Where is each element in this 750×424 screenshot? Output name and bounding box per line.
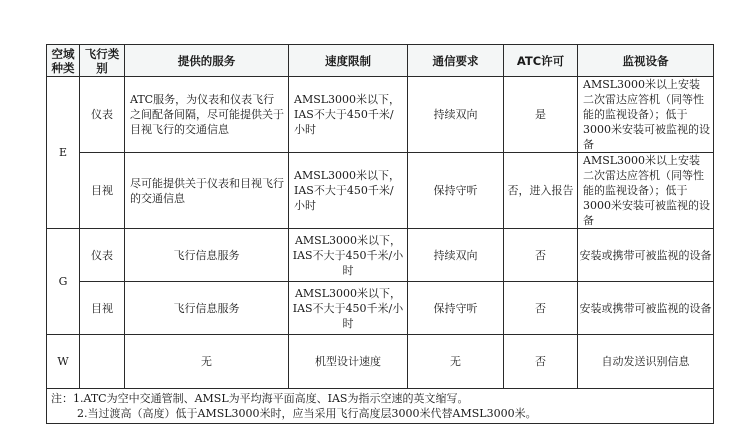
comm-requirement-cell: 无 [408,335,504,389]
surveillance-cell: AMSL3000米以上安装二次雷达应答机（同等性能的监视设备）；低于3000米安装可被监视的设备 [578,77,714,153]
service-cell: 尽可能提供关于仪表和目视飞行的交通信息 [125,153,289,229]
flight-type-cell: 目视 [80,153,125,229]
note-line-2: 2.当过渡高（高度）低于AMSL3000米时，应当采用飞行高度层3000米代替AMSL3000米。 [77,407,537,420]
surveillance-cell: 自动发送识别信息 [578,335,714,389]
header-atc-clearance: ATC许可 [504,45,578,77]
atc-clearance-cell: 否 [504,282,578,335]
airspace-class-cell: G [47,229,80,335]
service-cell: ATC服务，为仪表和仪表飞行之间配备间隔，尽可能提供关于目视飞行的交通信息 [125,77,289,153]
comm-requirement-cell: 持续双向 [408,229,504,282]
table-row [47,77,714,153]
header-flight-type: 飞行类别 [80,45,125,77]
flight-type-cell: 仪表 [80,229,125,282]
header-speed-limit: 速度限制 [289,45,408,77]
note-line-1: 注：1.ATC为空中交通管制、AMSL为平均海平面高度、IAS为指示空速的英文缩写。 [51,392,469,405]
speed-limit-cell: AMSL3000米以下，IAS不大于450千米/小时 [289,153,408,229]
speed-limit-cell: AMSL3000米以下，IAS不大于450千米/小时 [289,229,408,282]
speed-limit-cell: AMSL3000米以下，IAS不大于450千米/小时 [289,77,408,153]
flight-type-cell: 仪表 [80,77,125,153]
airspace-classification-table [46,44,714,424]
header-row [47,45,714,77]
header-comm-requirement: 通信要求 [408,45,504,77]
atc-clearance-cell: 是 [504,77,578,153]
surveillance-cell: 安装或携带可被监视的设备 [578,282,714,335]
notes-row [47,389,714,424]
atc-clearance-cell: 否，进入报告 [504,153,578,229]
atc-clearance-cell: 否 [504,229,578,282]
comm-requirement-cell: 保持守听 [408,153,504,229]
airspace-class-cell: E [47,77,80,229]
header-airspace-class: 空域种类 [47,45,80,77]
service-cell: 飞行信息服务 [125,229,289,282]
service-cell: 飞行信息服务 [125,282,289,335]
table-row [47,282,714,335]
header-service: 提供的服务 [125,45,289,77]
flight-type-cell: 目视 [80,282,125,335]
airspace-class-cell: W [47,335,80,389]
speed-limit-cell: 机型设计速度 [289,335,408,389]
table-notes [47,389,714,424]
surveillance-cell: AMSL3000米以上安装二次雷达应答机（同等性能的监视设备）；低于3000米安装可被监视的设备 [578,153,714,229]
service-cell: 无 [125,335,289,389]
comm-requirement-cell: 保持守听 [408,282,504,335]
header-surveillance-equipment: 监视设备 [578,45,714,77]
table-row [47,229,714,282]
flight-type-cell [80,335,125,389]
surveillance-cell: 安装或携带可被监视的设备 [578,229,714,282]
atc-clearance-cell: 否 [504,335,578,389]
table-row [47,335,714,389]
speed-limit-cell: AMSL3000米以下，IAS不大于450千米/小时 [289,282,408,335]
comm-requirement-cell: 持续双向 [408,77,504,153]
table-row [47,153,714,229]
